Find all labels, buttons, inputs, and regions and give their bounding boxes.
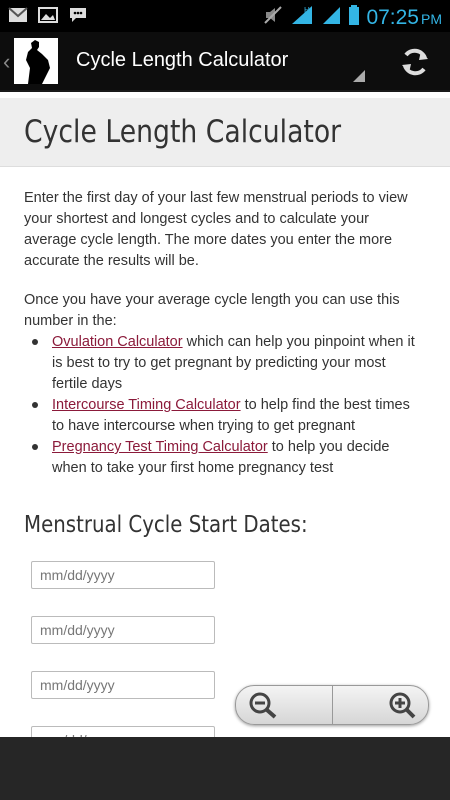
system-icons xyxy=(262,4,442,31)
gmail-icon xyxy=(8,7,28,28)
zoom-in-icon xyxy=(382,691,418,719)
web-content[interactable] xyxy=(0,92,450,737)
date-input-3[interactable] xyxy=(31,671,215,699)
dates-section-title: Menstrual Cycle Start Dates: xyxy=(24,512,308,538)
ovulation-calculator-link[interactable]: Ovulation Calculator xyxy=(52,334,183,350)
overflow-indicator-icon xyxy=(353,70,365,82)
clock-time: 07:25 xyxy=(366,5,419,29)
status-bar xyxy=(0,0,450,32)
chat-icon xyxy=(68,6,88,29)
zoom-in-button[interactable] xyxy=(333,686,429,724)
usage-paragraph: Once you have your average cycle length you can use this number in the: xyxy=(24,292,400,329)
zoom-controls xyxy=(235,685,429,725)
zoom-out-button[interactable] xyxy=(236,686,332,724)
calculator-list xyxy=(24,332,424,479)
list-item-text: to help you decide when to take your first home pregnancy test xyxy=(52,439,390,476)
list-item-text: to help find the best times to have intercourse when trying to get pregnant xyxy=(52,397,410,434)
intercourse-timing-calculator-link[interactable]: Intercourse Timing Calculator xyxy=(52,397,241,413)
battery-icon xyxy=(348,4,360,31)
date-input-2[interactable] xyxy=(31,616,215,644)
gallery-icon xyxy=(38,7,58,28)
refresh-button[interactable] xyxy=(398,45,432,79)
signal-icon-2 xyxy=(322,4,342,31)
signal-icon xyxy=(290,4,316,31)
list-item xyxy=(24,332,424,395)
mute-icon xyxy=(262,4,284,31)
refresh-icon xyxy=(398,45,432,79)
up-navigation-icon[interactable]: ‹ xyxy=(3,49,11,74)
status-clock xyxy=(366,6,442,30)
app-logo-icon[interactable] xyxy=(14,38,58,84)
list-item xyxy=(24,437,424,479)
pregnancy-test-timing-calculator-link[interactable]: Pregnancy Test Timing Calculator xyxy=(52,439,268,455)
date-input-4[interactable] xyxy=(31,726,215,737)
page-body xyxy=(24,188,424,479)
page-header xyxy=(0,98,450,167)
notification-icons xyxy=(8,6,88,29)
list-item-text: which can help you pinpoint when it is best to try to get pregnant by predicting your most fertile days xyxy=(52,334,415,392)
action-bar-title: Cycle Length Calculator xyxy=(76,49,289,71)
clock-ampm: PM xyxy=(421,10,442,27)
list-item xyxy=(24,395,424,437)
action-bar xyxy=(0,32,450,92)
intro-paragraph: Enter the first day of your last few menstrual periods to view your shortest and longest cycles and to calculate your average cycle length. The more dates you enter the more accurate the results will be. xyxy=(24,190,408,269)
svg-text:H: H xyxy=(304,6,311,15)
zoom-out-icon xyxy=(246,691,282,719)
page-title: Cycle Length Calculator xyxy=(24,114,342,150)
date-input-1[interactable] xyxy=(31,561,215,589)
bottom-area xyxy=(0,737,450,800)
